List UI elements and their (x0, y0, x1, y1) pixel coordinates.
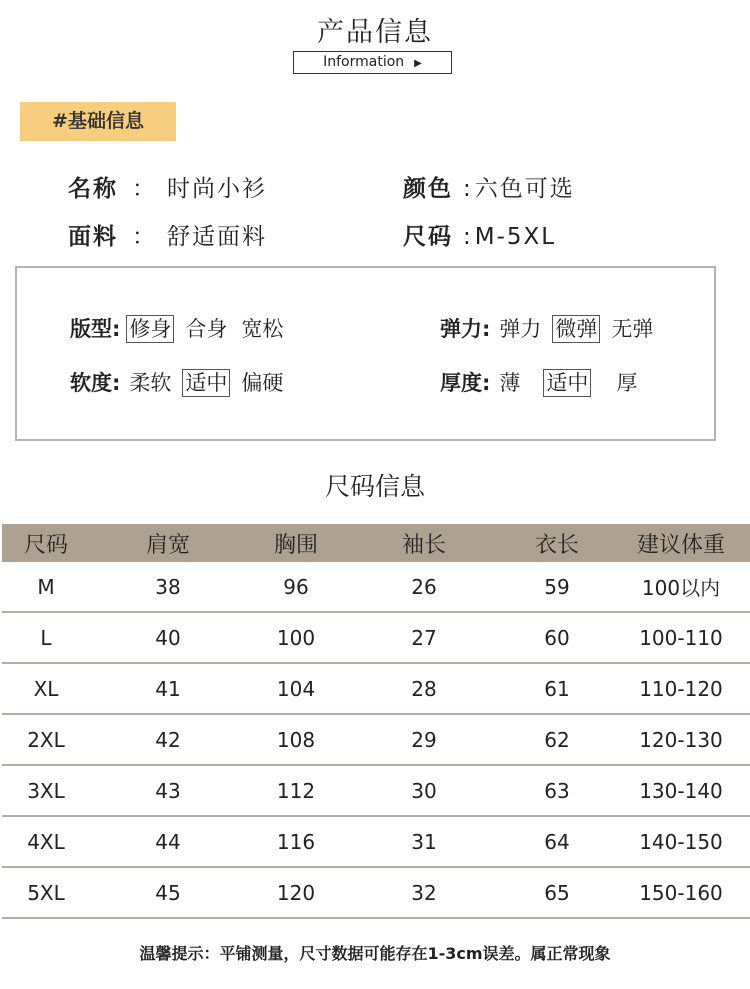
table-cell: 31 (346, 816, 502, 867)
attr-fit-option: 修身 (126, 315, 174, 343)
attr-thickness-option: 厚 (616, 371, 638, 395)
table-cell: 104 (246, 663, 346, 714)
play-arrow-icon: ▶ (414, 58, 422, 69)
table-cell: 110-120 (612, 663, 750, 714)
product-fabric-sep: ： (132, 224, 157, 250)
size-cell: 4XL (2, 816, 90, 867)
table-cell: 42 (90, 714, 246, 765)
table-cell: 40 (90, 612, 246, 663)
attr-fit-option: 合身 (185, 317, 228, 341)
table-row (2, 714, 750, 765)
attr-fit-label: 版型: (70, 317, 121, 341)
product-size-value: M-5XL (474, 224, 557, 250)
column-header: 尺码 (2, 524, 90, 562)
table-cell: 41 (90, 663, 246, 714)
attr-elasticity-option: 微弹 (552, 315, 600, 343)
product-name-value: 时尚小衫 (167, 176, 267, 202)
table-cell: 130-140 (612, 765, 750, 816)
table-cell: 61 (502, 663, 612, 714)
table-row (2, 765, 750, 816)
column-header: 胸围 (246, 524, 346, 562)
product-fabric-value: 舒适面料 (167, 224, 267, 250)
table-cell: 120 (246, 867, 346, 918)
attr-elasticity-option: 无弹 (611, 317, 654, 341)
information-label-box (293, 51, 452, 74)
basic-info-tag: #基础信息 (20, 102, 176, 141)
size-cell: 5XL (2, 867, 90, 918)
table-cell: 32 (346, 867, 502, 918)
column-header: 衣长 (502, 524, 612, 562)
table-cell: 108 (246, 714, 346, 765)
product-color-value: 六色可选 (474, 176, 575, 202)
size-cell: 2XL (2, 714, 90, 765)
attr-thickness-option: 适中 (543, 369, 591, 397)
size-cell: M (2, 562, 90, 612)
attr-elasticity (440, 313, 664, 343)
table-cell: 116 (246, 816, 346, 867)
product-name-sep: ： (132, 176, 157, 202)
size-info-title: 尺码信息 (324, 472, 425, 501)
table-row (2, 562, 750, 612)
table-cell: 65 (502, 867, 612, 918)
attr-thickness (440, 367, 648, 397)
size-table (2, 524, 750, 919)
table-cell: 43 (90, 765, 246, 816)
information-label: Information (323, 54, 405, 70)
size-cell: 3XL (2, 765, 90, 816)
table-cell: 100 (246, 612, 346, 663)
product-fabric (68, 218, 267, 251)
table-cell: 59 (502, 562, 612, 612)
page-title: 产品信息 (317, 17, 433, 48)
table-cell: 63 (502, 765, 612, 816)
table-cell: 28 (346, 663, 502, 714)
table-row (2, 663, 750, 714)
size-table-header (2, 524, 750, 562)
attributes-panel (15, 266, 716, 441)
size-cell: XL (2, 663, 90, 714)
product-name-label: 名称 (68, 176, 118, 202)
table-cell: 27 (346, 612, 502, 663)
attr-softness-option: 适中 (182, 369, 230, 397)
table-cell: 44 (90, 816, 246, 867)
table-cell: 100-110 (612, 612, 750, 663)
column-header: 肩宽 (90, 524, 246, 562)
table-cell: 62 (502, 714, 612, 765)
product-size-range (403, 218, 556, 251)
attr-softness (70, 367, 294, 397)
table-cell: 140-150 (612, 816, 750, 867)
table-cell: 60 (502, 612, 612, 663)
table-cell: 112 (246, 765, 346, 816)
measurement-note: 温馨提示：平铺测量，尺寸数据可能存在1-3cm误差。属正常现象 (139, 944, 611, 963)
attr-thickness-option: 薄 (499, 371, 521, 395)
product-fabric-label: 面料 (68, 224, 118, 250)
size-cell: L (2, 612, 90, 663)
table-cell: 100以内 (612, 562, 750, 612)
product-color-sep: : (463, 176, 473, 202)
table-cell: 38 (90, 562, 246, 612)
attr-softness-label: 软度: (70, 371, 121, 395)
attr-softness-option: 柔软 (129, 371, 172, 395)
product-color-label: 颜色 (403, 176, 453, 202)
product-color (403, 170, 575, 203)
table-row (2, 816, 750, 867)
table-row (2, 867, 750, 918)
column-header: 建议体重 (612, 524, 750, 562)
product-size-label: 尺码 (403, 224, 453, 250)
table-cell: 26 (346, 562, 502, 612)
table-cell: 120-130 (612, 714, 750, 765)
table-cell: 96 (246, 562, 346, 612)
column-header: 袖长 (346, 524, 502, 562)
product-size-sep: : (463, 224, 473, 250)
attr-fit-option: 宽松 (241, 317, 284, 341)
table-cell: 29 (346, 714, 502, 765)
attr-thickness-label: 厚度: (440, 371, 491, 395)
attr-softness-option: 偏硬 (241, 371, 284, 395)
attr-elasticity-label: 弹力: (440, 317, 491, 341)
attr-elasticity-option: 弹力 (499, 317, 542, 341)
table-cell: 45 (90, 867, 246, 918)
table-cell: 30 (346, 765, 502, 816)
table-row (2, 612, 750, 663)
product-name (68, 170, 267, 203)
table-cell: 150-160 (612, 867, 750, 918)
attr-fit (70, 313, 294, 343)
table-cell: 64 (502, 816, 612, 867)
